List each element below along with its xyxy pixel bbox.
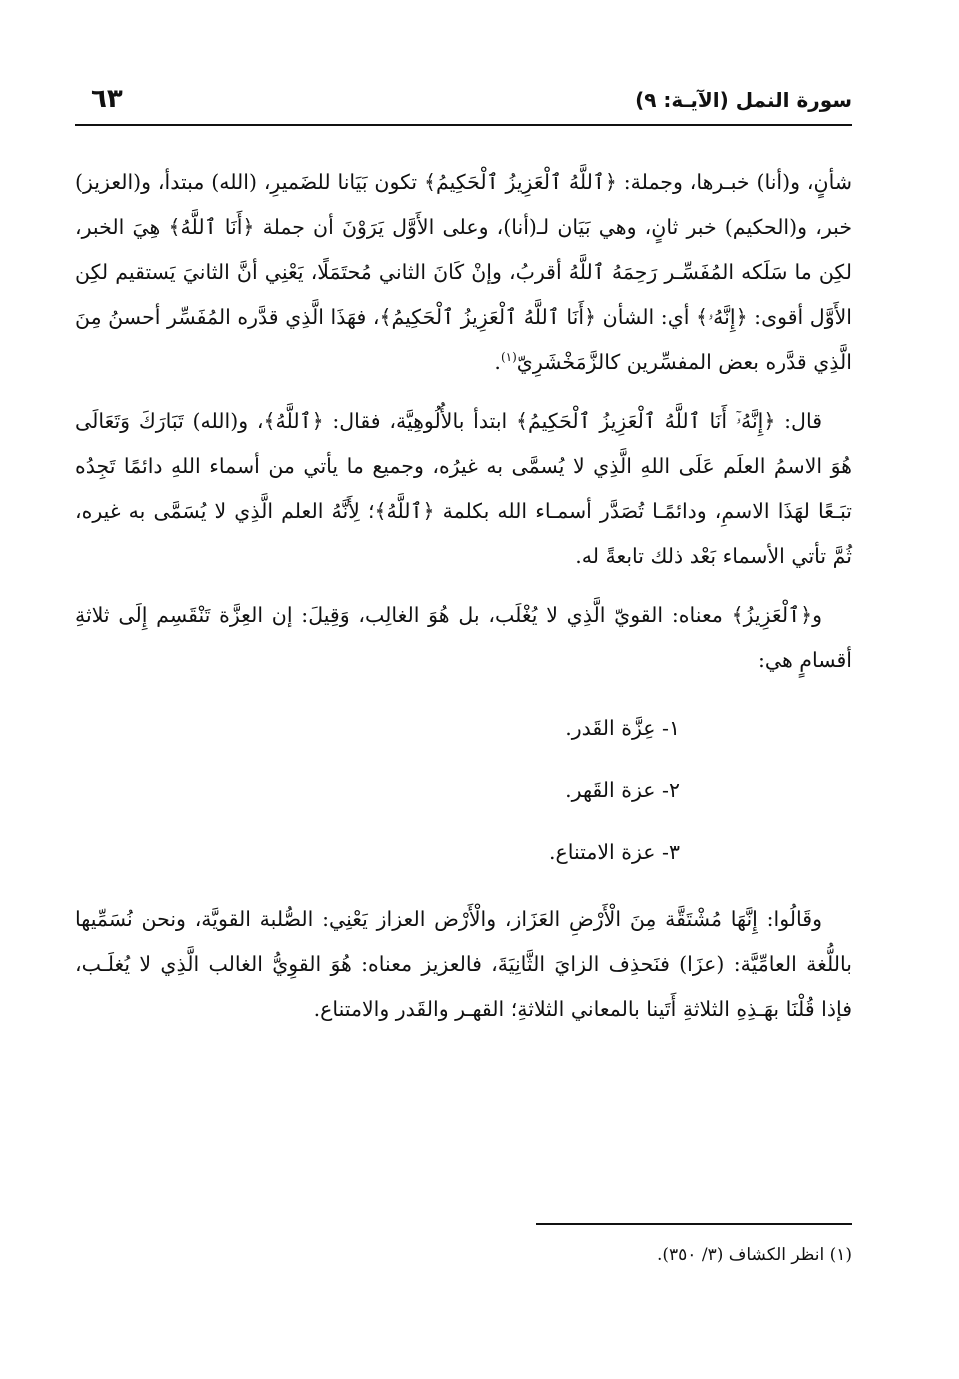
- page-number: ٦٣: [91, 84, 123, 114]
- running-header: [75, 82, 852, 122]
- footnote: (١) انظر الكشاف (٣/ ٣٥٠).: [656, 1245, 852, 1265]
- list-item: ٢- عزة القَهر.: [565, 778, 680, 802]
- header-divider: [75, 124, 852, 126]
- surah-title: سورة النمل (الآيـة: ٩): [635, 88, 852, 112]
- footnote-divider: [536, 1223, 852, 1225]
- list-item: ١- عِزَّة القَدر.: [565, 716, 680, 740]
- paragraph-2: قال: ﴿إِنَّهُۥٓ أَنَا ٱللَّهُ ٱلْعَزِيزُ ٱلْحَكِيمُ﴾ ابتدأ بالأُلُوهِيَّة، فقال: ﴿ٱللَّهُ﴾، و(الله) تَبَارَكَ وَتَعَالَى هُوَ الاسمُ العلَم عَلَى اللهِ الَّذِي لا يُسمَّى به غيرُه، وجميع ما يأتي من أسماء اللهِ دائمًا تَجِدُه تبَـعًا لهَذَا الاسمِ، ودائمًـا تُصَدَّر أسمـاء الله بكلمة ﴿ٱللَّهُ﴾؛ لِأَنَّهُ العلم الَّذِي لا يُسَمَّى به غيره، ثُمَّ تأتي الأسماء بَعْد ذلك تابعةً له.: [75, 409, 852, 568]
- paragraph-1-tail: .: [494, 350, 501, 374]
- main-text: [75, 160, 852, 1046]
- list-item: ٣- عزة الامتناع.: [549, 840, 680, 864]
- paragraph-4: وقَالُوا: إِنَّهَا مُشْتَقَّة مِنَ الْأَرْضِ العَزَاز، والْأَرْض العزاز يَعْنِي: الصُّلبة القويَّة، ونحن نُسَمِّيها باللُّغة العامِّيَّة: (عزَا) فنَحذِف الزايَ الثَّانِيَةَ، فالعزيز معناه: هُوَ القوِيُّ الغالب الَّذِي لا يُغلَـب، فإذا قُلْنَا بهَـذِهِ الثلاثةِ أَتَينا بالمعاني الثلاثةِ؛ القهـر والقَدر والامتناع.: [75, 907, 852, 1021]
- honor-types-list: [75, 697, 852, 883]
- paragraph-3: و﴿ٱلْعَزِيزُ﴾ معناه: القويّ الَّذِي لا يُغْلَب، بل هُوَ الغالِب، وَقِيلَ: إن العِزَّة تَنْقَسِم إِلَى ثلاثةِ أقسامٍ هي:: [75, 603, 852, 672]
- paragraph-1-text: شأنٍ، و(أنا) خبـرها، وجملة: ﴿ٱللَّهُ ٱلْعَزِيزُ ٱلْحَكِيمُ﴾ تكون بَيَانا للضَميرِ، (الله) مبتدأ، و(العزيز) خبر، و(الحكيم) خبر ثانٍ، وهي بَيَان لـ(أنا)، وعلى الأَوَّل يَرَوْنَ أن جملة ﴿أَنَا ٱللَّهُ﴾ هِيَ الخبر، لكِن ما سَلَكه المُفَسِّـر رَحِمَهُ ٱللَّهُ أقربُ، وإنْ كَانَ الثاني مُحتَمَلًا، يَعْنِي أنَّ الثانيَ يَستقيم لكِن الأَوَّل أقوى: ﴿إِنَّهُۥ﴾ أي: الشأن ﴿أَنَا ٱللَّهُ ٱلْعَزِيزُ ٱلْحَكِيمُ﴾، فهَذَا الَّذِي قدَّره المُفَسِّر أحسنُ مِنَ الَّذِي قدَّره بعض المفسِّرين كالزَّمَخْشَرِيّ: [75, 170, 852, 374]
- paragraph-1: [75, 160, 852, 385]
- footnote-ref: (١): [500, 350, 517, 365]
